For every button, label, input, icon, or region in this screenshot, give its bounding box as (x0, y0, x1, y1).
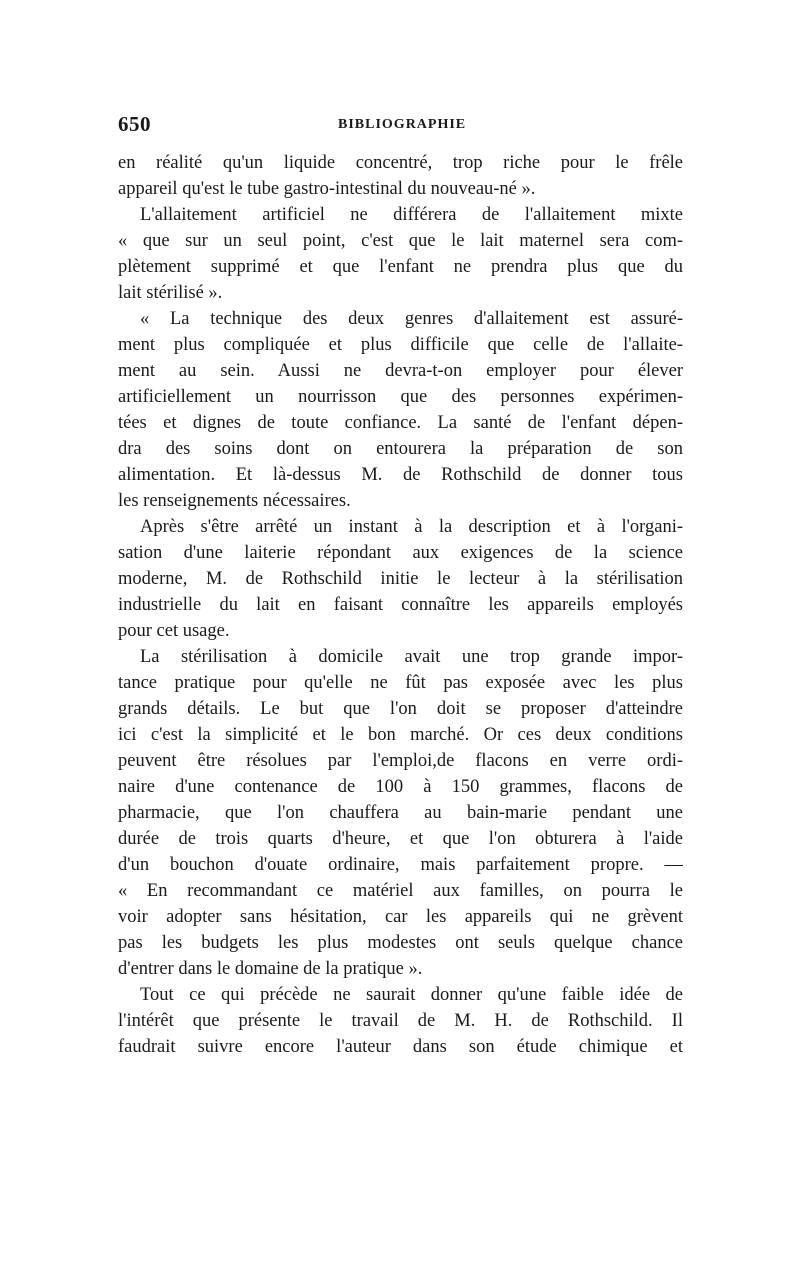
paragraph (118, 202, 683, 306)
paragraph (118, 644, 683, 982)
page-number: 650 (118, 112, 151, 136)
text-line: plètement supprimé et que l'enfant ne prendra plus que du (118, 257, 683, 277)
text-line: ment au sein. Aussi ne devra-t-on employer pour élever (118, 361, 683, 381)
text-line: lait stérilisé ». (118, 283, 223, 303)
text-line: L'allaitement artificiel ne différera de l'allaitement mixte (140, 205, 683, 225)
page-header (118, 112, 683, 144)
text-line: « que sur un seul point, c'est que le lait maternel sera com- (118, 231, 683, 251)
running-title: BIBLIOGRAPHIE (338, 117, 467, 132)
paragraph (118, 514, 683, 644)
text-line: artificiellement un nourrisson que des personnes expérimen- (118, 387, 683, 407)
text-line: d'un bouchon d'ouate ordinaire, mais parfaitement propre. — (118, 855, 683, 875)
text-line: naire d'une contenance de 100 à 150 grammes, flacons de (118, 777, 683, 797)
text-line: moderne, M. de Rothschild initie le lecteur à la stérilisation (118, 569, 683, 589)
text-line: pharmacie, que l'on chauffera au bain-marie pendant une (118, 803, 683, 823)
text-line: en réalité qu'un liquide concentré, trop riche pour le frêle (118, 153, 683, 173)
text-line: Après s'être arrêté un instant à la description et à l'organi- (140, 517, 683, 537)
text-line: ment plus compliquée et plus difficile que celle de l'allaite- (118, 335, 683, 355)
text-line: dra des soins dont on entourera la préparation de son (118, 439, 683, 459)
text-line: tées et dignes de toute confiance. La santé de l'enfant dépen- (118, 413, 683, 433)
text-line: appareil qu'est le tube gastro-intestinal du nouveau-né ». (118, 179, 536, 199)
paragraph (118, 150, 683, 202)
paragraph (118, 306, 683, 514)
text-line: grands détails. Le but que l'on doit se proposer d'atteindre (118, 699, 683, 719)
text-line: sation d'une laiterie répondant aux exigences de la science (118, 543, 683, 563)
text-line: voir adopter sans hésitation, car les appareils qui ne grèvent (118, 907, 683, 927)
text-line: les renseignements nécessaires. (118, 491, 351, 511)
text-line: faudrait suivre encore l'auteur dans son étude chimique et (118, 1037, 683, 1057)
text-line: pas les budgets les plus modestes ont seuls quelque chance (118, 933, 683, 953)
text-line: l'intérêt que présente le travail de M. H. de Rothschild. Il (118, 1011, 683, 1031)
text-line: pour cet usage. (118, 621, 230, 641)
text-line: « La technique des deux genres d'allaitement est assuré- (140, 309, 683, 329)
text-line: durée de trois quarts d'heure, et que l'on obturera à l'aide (118, 829, 683, 849)
text-line: industrielle du lait en faisant connaître les appareils employés (118, 595, 683, 615)
text-line: Tout ce qui précède ne saurait donner qu'une faible idée de (140, 985, 683, 1005)
text-line: ici c'est la simplicité et le bon marché. Or ces deux conditions (118, 725, 683, 745)
text-line: alimentation. Et là-dessus M. de Rothschild de donner tous (118, 465, 683, 485)
body-text (118, 150, 683, 1060)
text-line: tance pratique pour qu'elle ne fût pas exposée avec les plus (118, 673, 683, 693)
paragraph (118, 982, 683, 1060)
text-line: peuvent être résolues par l'emploi,de flacons en verre ordi- (118, 751, 683, 771)
text-line: La stérilisation à domicile avait une trop grande impor- (140, 647, 683, 667)
text-line: « En recommandant ce matériel aux familles, on pourra le (118, 881, 683, 901)
text-line: d'entrer dans le domaine de la pratique ». (118, 959, 423, 979)
